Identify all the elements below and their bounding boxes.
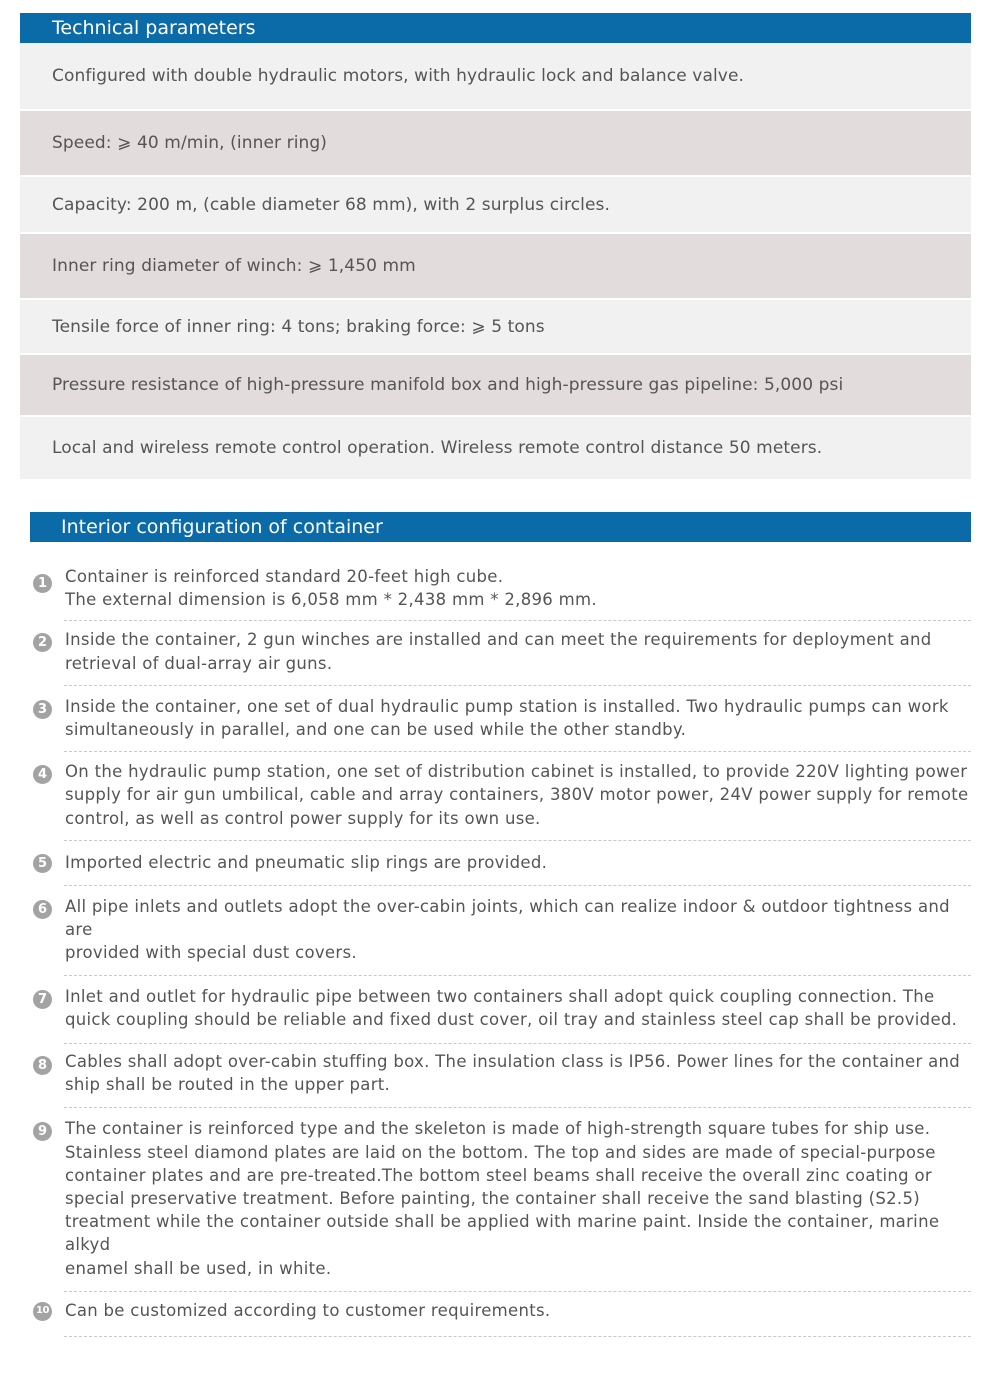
dashed-divider xyxy=(64,1336,971,1337)
tech-row-text: Configured with double hydraulic motors, with hydraulic lock and balance valve. xyxy=(52,66,745,86)
list-item xyxy=(30,1299,971,1322)
tech-row xyxy=(20,298,971,353)
list-item xyxy=(30,565,971,611)
list-item-text: Container is reinforced standard 20-feet high cube. The external dimension is 6,058 mm * 2,438 mm * 2,896 mm. xyxy=(65,567,597,610)
list-item-text: Inside the container, 2 gun winches are installed and can meet the requirements for deployment and retrieval of dual-array air guns. xyxy=(65,630,932,673)
list-item-text: Cables shall adopt over-cabin stuffing box. The insulation class is IP56. Power lines for the container and ship shall be routed in the upper part. xyxy=(65,1052,961,1095)
dashed-divider xyxy=(64,885,971,886)
list-item xyxy=(30,760,971,830)
tech-row xyxy=(20,353,971,415)
list-item-text: All pipe inlets and outlets adopt the over-cabin joints, which can realize indoor & outdoor tightness and are provided with special dust covers. xyxy=(65,897,950,963)
list-item-text: On the hydraulic pump station, one set of distribution cabinet is installed, to provide 220V lighting power supply for air gun umbilical, cable and array containers, 380V motor power, 24V power supply for remote control, as well as control power supply for its own use. xyxy=(65,762,969,828)
interior-configuration-list xyxy=(30,565,971,1337)
list-item xyxy=(30,1117,971,1279)
tech-row xyxy=(20,109,971,175)
tech-row-text: Inner ring diameter of winch: ⩾ 1,450 mm xyxy=(52,256,416,276)
number-5-icon: 5 xyxy=(33,854,52,873)
number-4-icon: 4 xyxy=(33,765,52,784)
dashed-divider xyxy=(64,1107,971,1108)
dashed-divider xyxy=(64,840,971,841)
list-item-text: Inside the container, one set of dual hydraulic pump station is installed. Two hydraulic pumps can work simultaneously in parallel, and one can be used while the other standby. xyxy=(65,696,949,740)
number-10-icon: 10 xyxy=(33,1302,52,1321)
list-item xyxy=(30,695,971,741)
dashed-divider xyxy=(64,620,971,621)
number-1-icon: 1 xyxy=(33,574,52,593)
tech-row xyxy=(20,43,971,109)
dashed-divider xyxy=(64,1043,971,1044)
list-item xyxy=(30,985,971,1031)
list-item-text: Can be customized according to customer requirements. xyxy=(65,1300,551,1320)
number-9-icon: 9 xyxy=(33,1122,52,1141)
number-2-icon: 2 xyxy=(33,633,52,652)
list-item-text: Inlet and outlet for hydraulic pipe between two containers shall adopt quick coupling connection. The quick coupling should be reliable and fixed dust cover, oil tray and stainless steel cap shall be provided. xyxy=(65,986,958,1029)
tech-row xyxy=(20,232,971,298)
tech-row-text: Capacity: 200 m, (cable diameter 68 mm), with 2 surplus circles. xyxy=(52,194,610,215)
number-8-icon: 8 xyxy=(33,1056,52,1075)
technical-parameters-title: Technical parameters xyxy=(52,17,256,39)
list-item xyxy=(30,1050,971,1096)
number-3-icon: 3 xyxy=(33,700,52,719)
interior-configuration-header xyxy=(30,512,971,542)
tech-row-text: Tensile force of inner ring: 4 tons; braking force: ⩾ 5 tons xyxy=(52,316,545,337)
tech-row-text: Local and wireless remote control operation. Wireless remote control distance 50 meters. xyxy=(52,438,823,458)
list-item xyxy=(30,895,971,965)
technical-parameters-header xyxy=(20,13,971,43)
tech-row-text: Pressure resistance of high-pressure manifold box and high-pressure gas pipeline: 5,000 psi xyxy=(52,375,844,395)
technical-parameters-table xyxy=(20,43,971,479)
dashed-divider xyxy=(64,975,971,976)
dashed-divider xyxy=(64,685,971,686)
tech-row xyxy=(20,175,971,232)
list-item xyxy=(30,851,971,874)
list-item xyxy=(30,628,971,674)
dashed-divider xyxy=(64,751,971,752)
tech-row-text: Speed: ⩾ 40 m/min, (inner ring) xyxy=(52,133,328,153)
list-item-text: The container is reinforced type and the skeleton is made of high-strength square tubes for ship use. Stainless steel diamond plates are laid on the bottom. The top and sides are made of special-purpose container plates and are pre-treated.The bottom steel beams shall receive the overall zinc coating or special preservative treatment. Before painting, the container shall receive the sand blasting (S2.5) treatment while the container outside shall be applied with marine paint. Inside the container, marine alkyd enamel shall be used, in white. xyxy=(65,1119,940,1278)
tech-row xyxy=(20,415,971,479)
list-item-text: Imported electric and pneumatic slip rings are provided. xyxy=(65,852,548,872)
dashed-divider xyxy=(64,1291,971,1292)
interior-configuration-title: Interior configuration of container xyxy=(61,516,383,538)
number-6-icon: 6 xyxy=(33,900,52,919)
number-7-icon: 7 xyxy=(33,990,52,1009)
